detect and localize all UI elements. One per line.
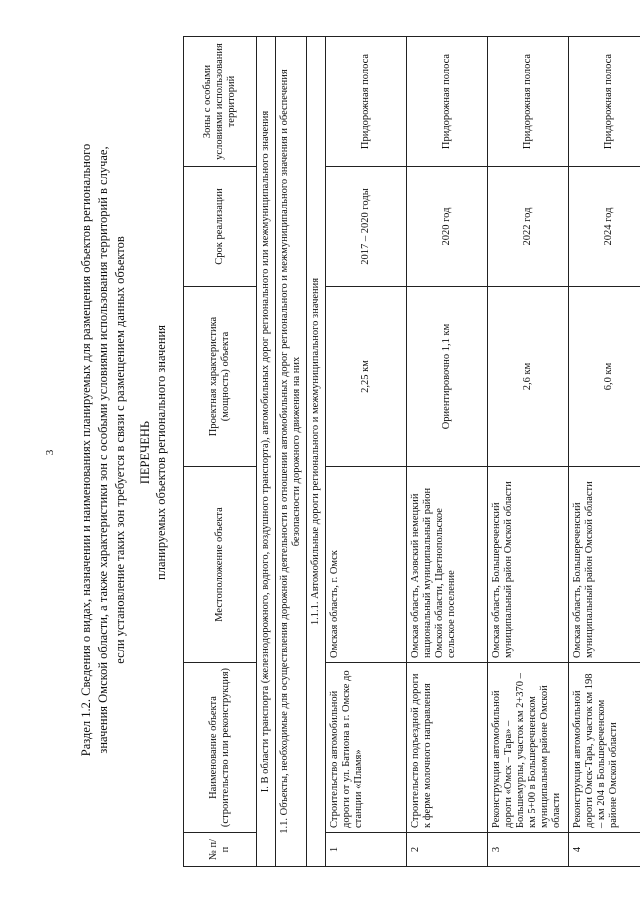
page-number: 3 (44, 449, 56, 456)
row-zone: Придорожная полоса (569, 37, 640, 167)
row-term: 2020 год (407, 167, 488, 287)
row-term: 2024 год (569, 167, 640, 287)
row-capacity: 2,25 км (326, 287, 407, 467)
row-name: Строительство автомобильной дороги от ул. Батиона в г. Омске до станции «Пламя» (326, 663, 407, 833)
table-row (569, 37, 640, 867)
heading-line: значения Омской области, а также характеристики зон с особыми условиями использования территорий в случае, (96, 146, 110, 754)
section-1-1-1-title: 1.1.1. Автомобильные дороги регионального и межмуниципального значения (307, 37, 326, 867)
row-number: 4 (569, 833, 640, 867)
table-row (326, 37, 407, 867)
section-row (307, 37, 326, 867)
row-term: 2017 – 2020 годы (326, 167, 407, 287)
section-row (257, 37, 276, 867)
row-capacity: Ориентировочно 1,1 км (407, 287, 488, 467)
row-capacity: 6,0 км (569, 287, 640, 467)
row-name: Реконструкция автомобильной дороги «Омск – Тара» – Большемурлы, участок км 2+370 – км 5+00 в Большеречненском муниципальном районе Омской области (488, 663, 569, 833)
table-row (488, 37, 569, 867)
objects-table (183, 36, 640, 867)
row-location: Омская область, Большереченский муниципальный район Омской области (569, 467, 640, 663)
heading-line: Раздел 1.2. Сведения о видах, назначении и наименованиях планируемых для размещения объектов регионального (79, 143, 93, 757)
row-capacity: 2,6 км (488, 287, 569, 467)
header-number: № п/п (184, 833, 257, 867)
row-number: 3 (488, 833, 569, 867)
list-title (137, 0, 169, 905)
row-name: Реконструкция автомобильной дороги Омск-Тара, участок км 198 – км 204 в Большереченском районе Омской области (569, 663, 640, 833)
row-name: Строительство подъездной дороги к ферме молочного направления (407, 663, 488, 833)
header-capacity: Проектная характеристика (мощность) объекта (184, 287, 257, 467)
section-1-1-title: 1.1. Объекты, необходимые для осуществления дорожной деятельности в отношении автомобильных дорог регионального и межмуниципального значения и обеспечения безопасности дорожного движения на них (276, 37, 307, 867)
list-title-main: ПЕРЕЧЕНЬ (138, 420, 152, 485)
row-number: 1 (326, 833, 407, 867)
header-name: Наименование объекта (строительство или реконструкция) (184, 663, 257, 833)
table-row (407, 37, 488, 867)
section-row (276, 37, 307, 867)
heading-line: если установление таких зон требуется в связи с размещением данных объектов (113, 236, 127, 664)
row-location: Омская область, г. Омск (326, 467, 407, 663)
row-term: 2022 год (488, 167, 569, 287)
row-zone: Придорожная полоса (407, 37, 488, 167)
row-number: 2 (407, 833, 488, 867)
row-location: Омская область, Большереченский муниципальный район Омской области (488, 467, 569, 663)
section-heading (78, 65, 129, 835)
header-term: Срок реализации (184, 167, 257, 287)
section-1-title: I. В области транспорта (железнодорожного, водного, воздушного транспорта), автомобильных дорог регионального или межмуниципального значения (257, 37, 276, 867)
header-zones: Зоны с особыми условиями использования территорий (184, 37, 257, 167)
row-zone: Придорожная полоса (326, 37, 407, 167)
row-location: Омская область, Азовский немецкий национальный муниципальный район Омской области, Цветнопольское сельское поселение (407, 467, 488, 663)
list-title-sub: планируемых объектов регионального значения (154, 325, 168, 580)
table-header-row (184, 37, 257, 867)
header-location: Местоположение объекта (184, 467, 257, 663)
row-zone: Придорожная полоса (488, 37, 569, 167)
